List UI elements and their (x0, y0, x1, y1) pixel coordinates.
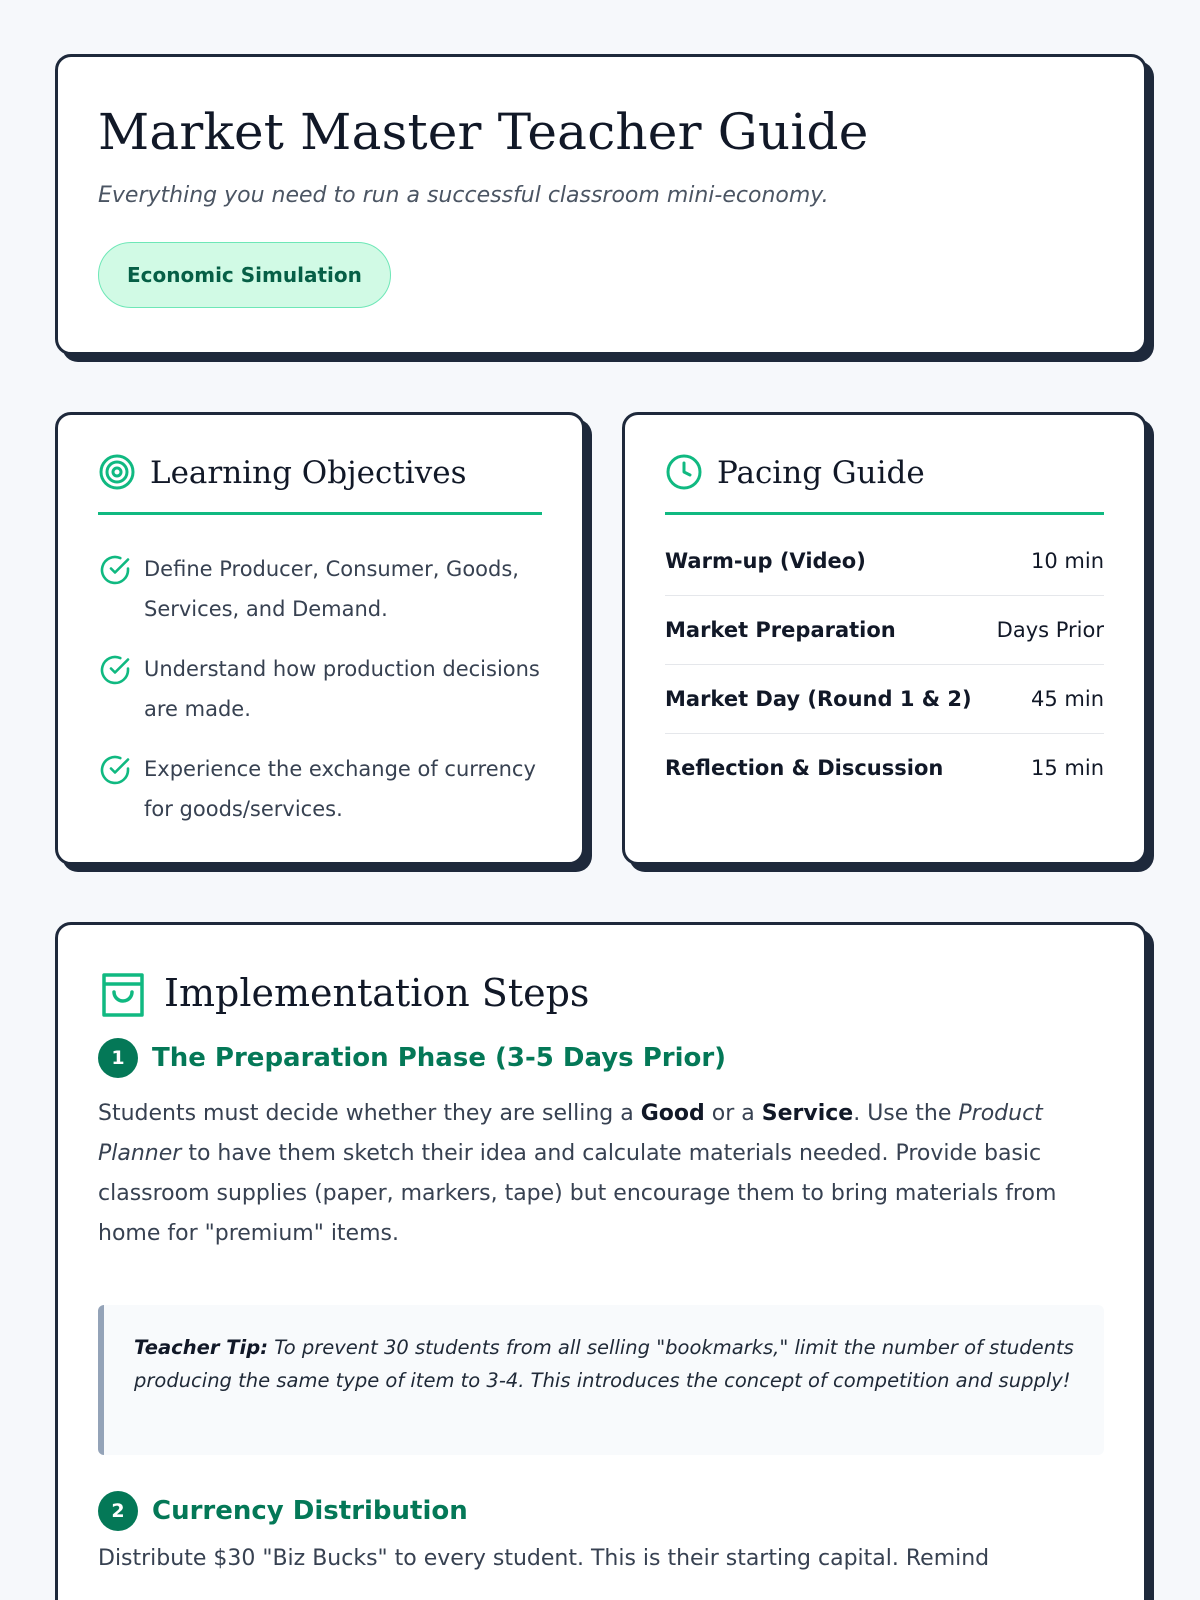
objectives-header (98, 453, 542, 515)
teacher-tip-callout (98, 1305, 1104, 1455)
target-icon (98, 453, 136, 491)
step-number-badge: 2 (98, 1491, 138, 1531)
emphasis-good: Good (640, 1101, 705, 1126)
objectives-list (98, 549, 542, 849)
objectives-card (55, 412, 585, 865)
pacing-duration: 45 min (1031, 687, 1104, 711)
table-row (665, 527, 1104, 596)
check-circle-icon (98, 753, 132, 787)
check-circle-icon (98, 553, 132, 587)
pacing-duration: 10 min (1031, 549, 1104, 573)
list-item (98, 549, 542, 629)
objective-text: Define Producer, Consumer, Goods, Services, and Demand. (144, 557, 519, 621)
implementation-header (98, 967, 589, 1019)
pacing-header (665, 453, 1104, 515)
step-2-title (98, 1491, 468, 1531)
shopping-bag-icon (98, 967, 148, 1019)
step-title-text: The Preparation Phase (3-5 Days Prior) (152, 1043, 727, 1073)
list-item (98, 649, 542, 729)
tip-label: Teacher Tip: (134, 1336, 268, 1359)
implementation-heading: Implementation Steps (164, 971, 590, 1015)
pacing-activity: Market Preparation (665, 618, 896, 642)
text-segment: to have them sketch their idea and calculate materials needed. Provide basic classroom supplies (paper, markers, tape) but encourage them to bring materials from home for "premium" items. (98, 1141, 1057, 1246)
emphasis-service: Service (761, 1101, 854, 1126)
list-item (98, 749, 542, 829)
clock-icon (665, 453, 703, 491)
pacing-activity: Warm-up (Video) (665, 549, 866, 573)
objective-text: Experience the exchange of currency for goods/services. (144, 757, 536, 821)
objective-text: Understand how production decisions are made. (144, 657, 540, 721)
hero-card (55, 54, 1147, 355)
table-row (665, 596, 1104, 665)
check-circle-icon (98, 653, 132, 687)
pacing-card (622, 412, 1147, 865)
step-2-description: Distribute $30 "Biz Bucks" to every student. This is their starting capital. Remind (98, 1546, 990, 1571)
pacing-heading: Pacing Guide (717, 455, 925, 491)
implementation-card (55, 922, 1147, 1600)
step-number-badge: 1 (98, 1038, 138, 1078)
text-segment: or a (704, 1101, 762, 1126)
text-segment: Students must decide whether they are selling a (98, 1101, 641, 1126)
table-row (665, 734, 1104, 802)
text-segment: . Use the (853, 1101, 959, 1126)
page-subtitle: Everything you need to run a successful classroom mini-economy. (98, 183, 829, 208)
product-planner-reference: Product Planner (98, 1101, 1043, 1166)
pacing-activity: Market Day (Round 1 & 2) (665, 687, 972, 711)
category-badge: Economic Simulation (98, 242, 391, 308)
pacing-duration: 15 min (1031, 756, 1104, 780)
page-title: Market Master Teacher Guide (98, 103, 869, 161)
objectives-heading: Learning Objectives (150, 455, 467, 491)
tip-text: To prevent 30 students from all selling "bookmarks," limit the number of students producing the same type of item to 3-4. This introduces the concept of competition and supply! (134, 1336, 1074, 1392)
pacing-duration: Days Prior (996, 618, 1104, 642)
pacing-table (665, 527, 1104, 802)
step-title-text: Currency Distribution (152, 1496, 468, 1526)
step-1-description (98, 1094, 1104, 1254)
pacing-activity: Reflection & Discussion (665, 756, 944, 780)
step-1-title (98, 1038, 726, 1078)
table-row (665, 665, 1104, 734)
